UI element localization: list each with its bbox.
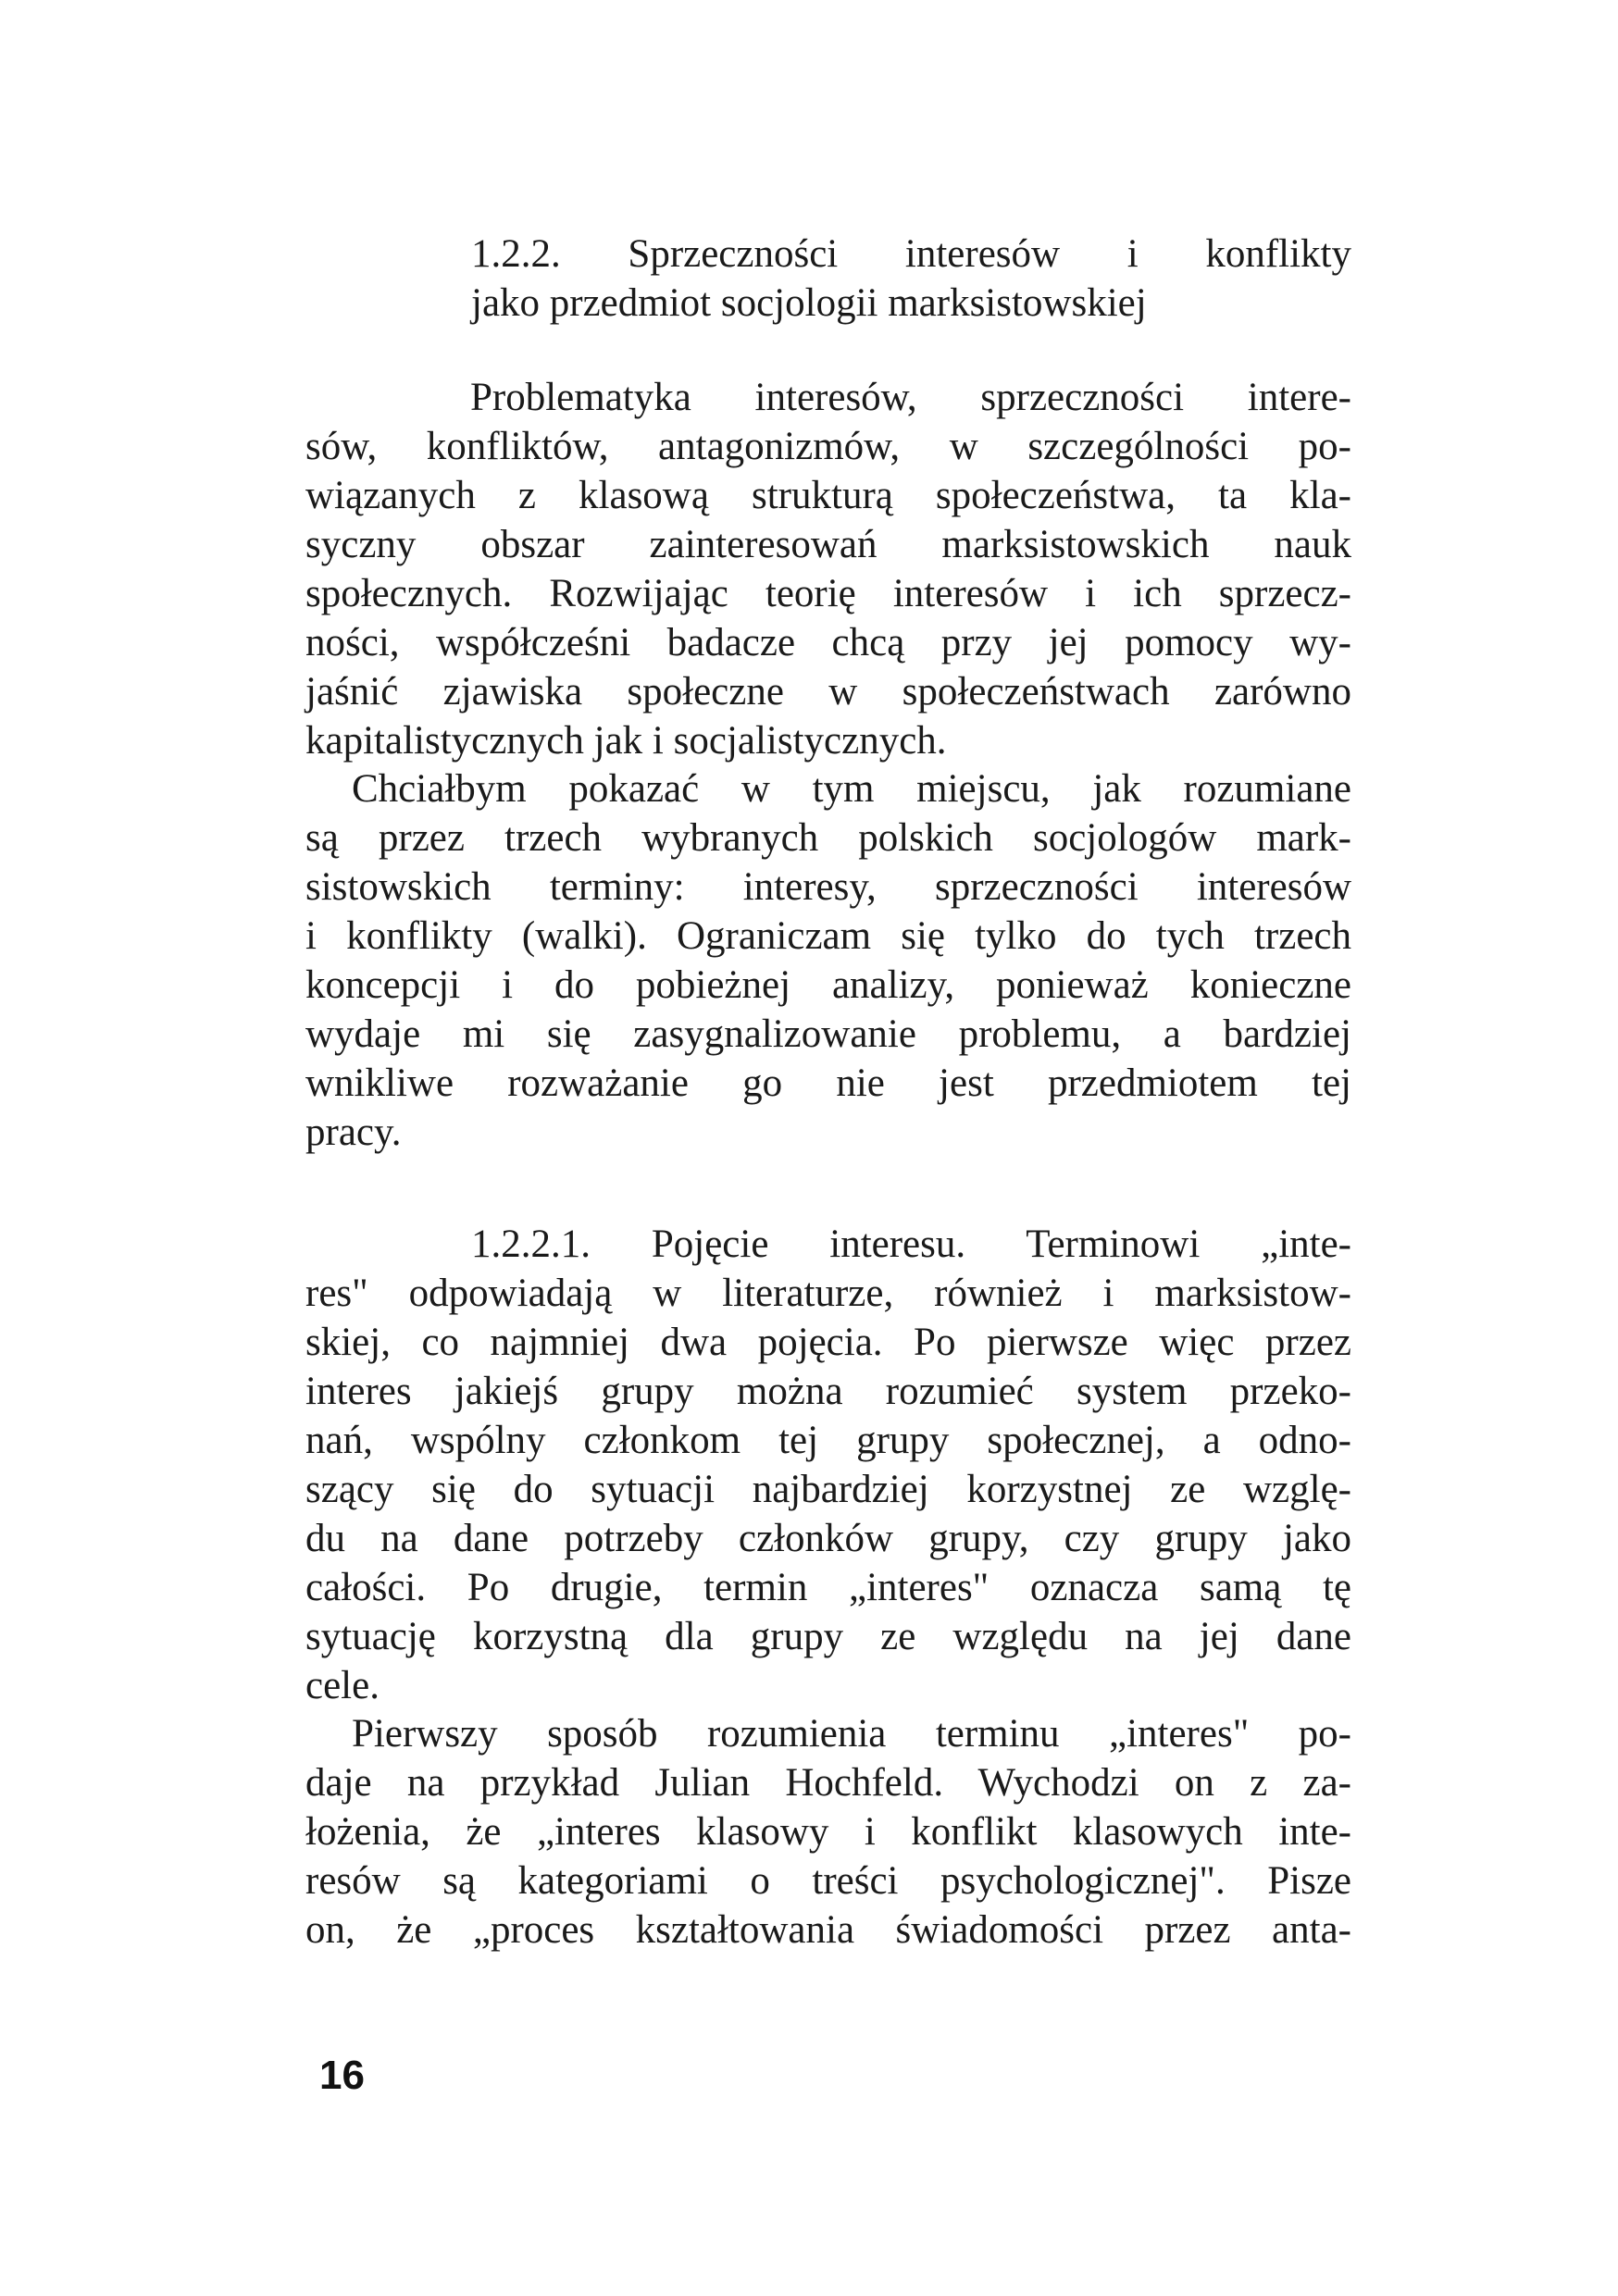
paragraph-line: syczny obszar zainteresowań marksistowskich nauk — [305, 523, 1351, 566]
paragraph-line: Chciałbym pokazać w tym miejscu, jak rozumiane — [352, 767, 1351, 811]
paragraph-line: jaśnić zjawiska społeczne w społeczeństwach zarówno — [305, 670, 1351, 714]
paragraph-line: res" odpowiadają w literaturze, również i marksistow- — [305, 1272, 1351, 1315]
paragraph-1 — [305, 373, 1351, 765]
paragraph-line: pracy. — [305, 1111, 402, 1154]
paragraph-line: sów, konfliktów, antagonizmów, w szczególności po- — [305, 425, 1351, 468]
paragraph-line: całości. Po drugie, termin „interes" oznacza samą tę — [305, 1566, 1351, 1609]
paragraph-line: du na dane potrzeby członków grupy, czy grupy jako — [305, 1517, 1351, 1560]
paragraph-line: daje na przykład Julian Hochfeld. Wychodzi on z za- — [305, 1761, 1351, 1805]
paragraph-line: Pierwszy sposób rozumienia terminu „interes" po- — [352, 1712, 1351, 1756]
paragraph-line: wnikliwe rozważanie go nie jest przedmiotem tej — [305, 1061, 1351, 1105]
paragraph-line: koncepcji i do pobieżnej analizy, ponieważ konieczne — [305, 963, 1351, 1007]
paragraph-line: nań, wspólny członkom tej grupy społecznej, a odno- — [305, 1419, 1351, 1462]
paragraph-line: łożenia, że „interes klasowy i konflikt klasowych inte- — [305, 1810, 1351, 1854]
paragraph-line: kapitalistycznych jak i socjalistycznych. — [305, 719, 947, 763]
paragraph-line: Problematyka interesów, sprzeczności intere- — [470, 376, 1351, 419]
paragraph-line: są przez trzech wybranych polskich socjologów mark- — [305, 816, 1351, 860]
heading-line: 1.2.2. Sprzeczności interesów i konflikty — [471, 232, 1351, 276]
paragraph-line: i konflikty (walki). Ograniczam się tylko do tych trzech — [305, 914, 1351, 958]
section-heading — [305, 230, 1351, 328]
paragraph-line: ności, współcześni badacze chcą przy jej pomocy wy- — [305, 621, 1351, 664]
paragraph-line: 1.2.2.1. Pojęcie interesu. Terminowi „inte- — [471, 1222, 1351, 1266]
paragraph-line: resów są kategoriami o treści psychologicznej". Pisze — [305, 1859, 1351, 1903]
heading-line: jako przedmiot socjologii marksistowskiej — [471, 281, 1147, 325]
page-number: 16 — [319, 2053, 365, 2098]
paragraph-4 — [305, 1709, 1351, 1955]
paragraph-line: sytuację korzystną dla grupy ze względu na jej dane — [305, 1615, 1351, 1658]
paragraph-line: wydaje mi się zasygnalizowanie problemu, a bardziej — [305, 1012, 1351, 1056]
paragraph-line: skiej, co najmniej dwa pojęcia. Po pierwsze więc przez — [305, 1321, 1351, 1364]
paragraph-line: sistowskich terminy: interesy, sprzeczności interesów — [305, 865, 1351, 909]
paragraph-line: wiązanych z klasową strukturą społeczeństwa, ta kla- — [305, 474, 1351, 517]
paragraph-line: interes jakiejś grupy można rozumieć system przeko- — [305, 1370, 1351, 1413]
paragraph-line: szący się do sytuacji najbardziej korzystnej ze wzglę- — [305, 1468, 1351, 1511]
paragraph-2 — [305, 764, 1351, 1157]
paragraph-line: on, że „proces kształtowania świadomości przez anta- — [305, 1908, 1351, 1952]
paragraph-line: cele. — [305, 1664, 380, 1707]
paragraph-3 — [305, 1220, 1351, 1710]
paragraph-line: społecznych. Rozwijając teorię interesów i ich sprzecz- — [305, 572, 1351, 615]
